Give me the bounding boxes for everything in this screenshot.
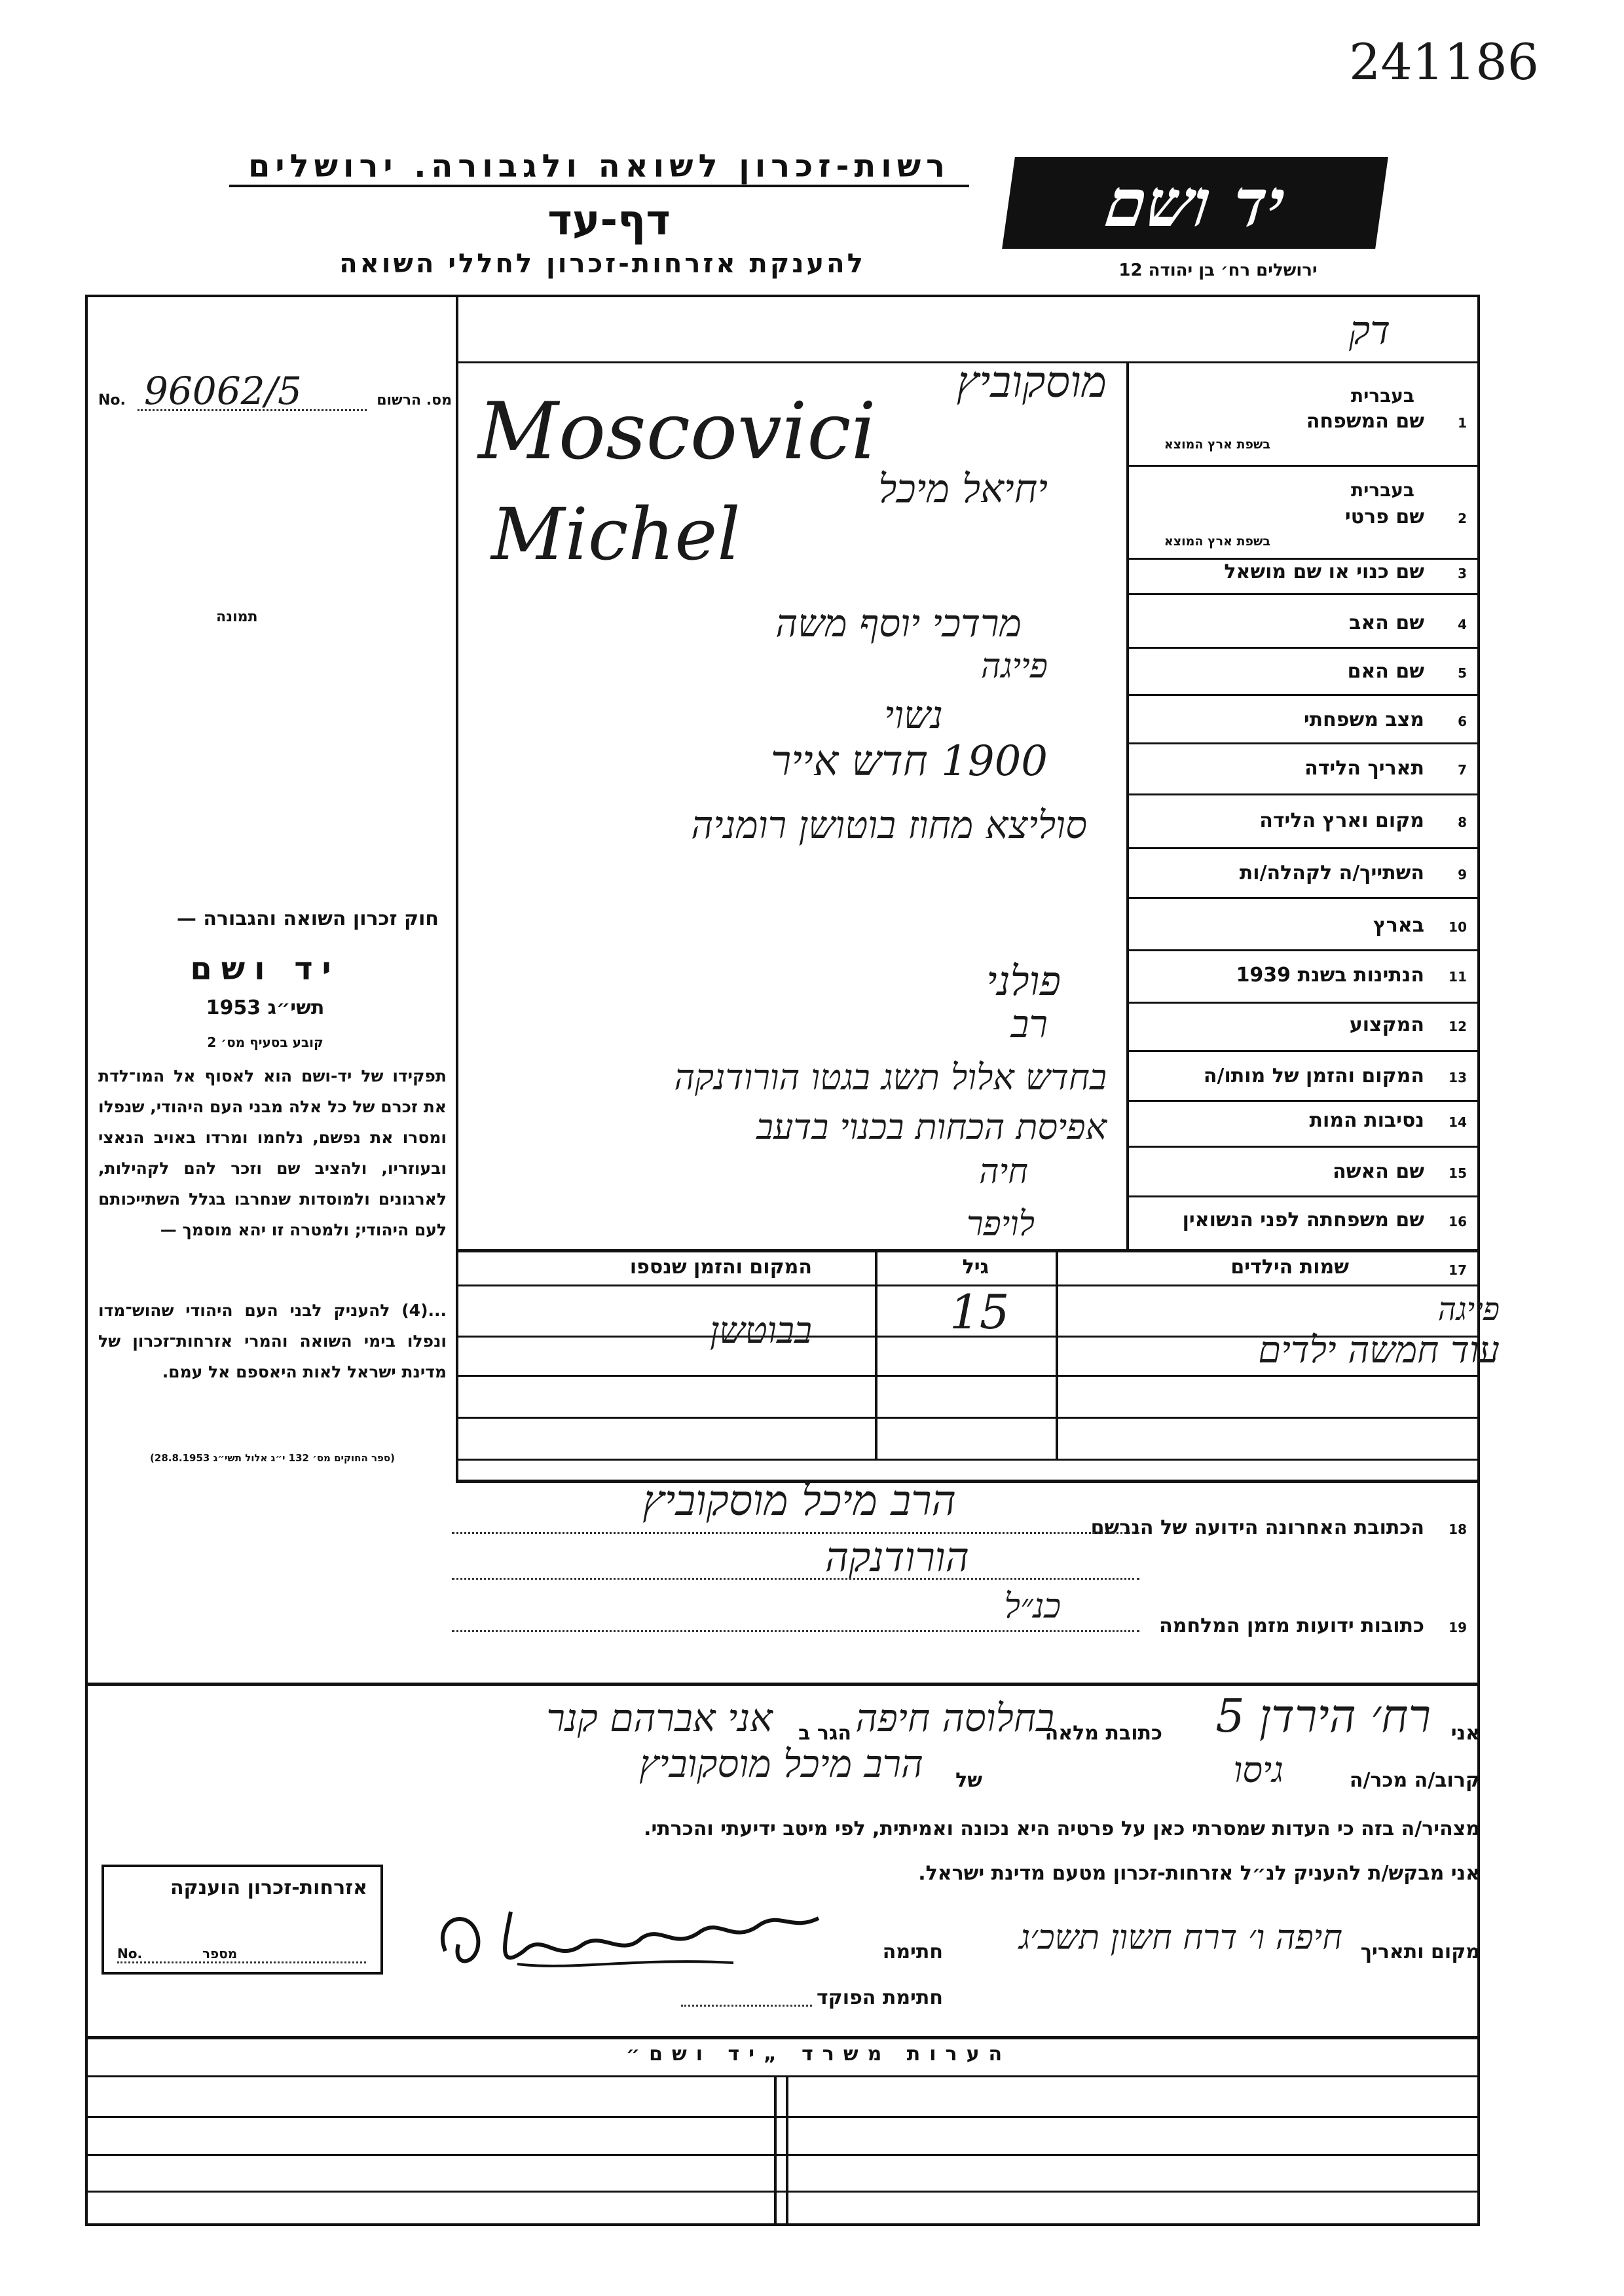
law-body-2: ...(4) להעניק לבני העם היהודי שהוש־מדו ונפלו בימי השואה והמרי אזרחות־זכרון של מדינת ישראל לאות היאספם אל עמם. bbox=[98, 1301, 447, 1381]
authority-heading: רשות-זכרון לשואה ולגבורה. ירושלים bbox=[229, 148, 969, 187]
field-12-number: 12 bbox=[1449, 1019, 1467, 1034]
header-address: ירושלים רח׳ בן יהודה 12 bbox=[1118, 261, 1318, 280]
archive-number: 241186 bbox=[1349, 33, 1540, 91]
registration-label-en: No. bbox=[98, 392, 126, 409]
row-line-12 bbox=[1126, 1050, 1480, 1052]
field-11-value: פולני bbox=[986, 957, 1061, 1005]
stamp-title: אזרחות-זכרון הוענקה bbox=[170, 1876, 367, 1899]
declarant-city: בחלוסה חיפה bbox=[855, 1696, 1054, 1740]
office-notes-line-4 bbox=[85, 2191, 1480, 2193]
field-2-value-hebrew: יחיאל מיכל bbox=[878, 466, 1048, 512]
field-16-value: לויפר bbox=[966, 1205, 1035, 1244]
children-col-place: המקום והזמן שנספו bbox=[629, 1256, 812, 1279]
office-notes-line-1 bbox=[85, 2075, 1480, 2077]
declaration-text: מצהיר/ה בזה כי העדות שמסרתי כאן על פרטיה היא נכונה ואמיתית, לפי מיטב ידיעתי והכרתי. bbox=[644, 1817, 1480, 1840]
office-notes-title: הערות משרד „יד ושם״ bbox=[625, 2043, 1012, 2066]
field-8-number: 8 bbox=[1458, 814, 1467, 830]
place-date-value: חיפה ו׳ דרח חשון תשכ׳ג bbox=[1019, 1918, 1342, 1958]
address-top-line bbox=[456, 1480, 1480, 1483]
field-11-label: הנתינות בשנת 1939 bbox=[1236, 964, 1424, 987]
row-line-4 bbox=[1126, 647, 1480, 649]
field-10-number: 10 bbox=[1449, 919, 1467, 935]
field-6-number: 6 bbox=[1458, 714, 1467, 729]
field-3-label: שם כנוי או שם מושאל bbox=[1224, 560, 1424, 583]
field-4-label: שם האב bbox=[1349, 611, 1424, 634]
field-10-label: בארץ bbox=[1373, 914, 1424, 937]
form-title: דף-עד bbox=[547, 196, 671, 245]
official-signature-label: חתימת הפוקד bbox=[817, 1986, 943, 2009]
stamp-number-en: No. bbox=[117, 1946, 143, 1961]
field-18-number: 18 bbox=[1449, 1522, 1467, 1537]
field-8-value: סוליצא מחוז בוטושן רומניה bbox=[691, 803, 1087, 847]
field-18-value-2: הורודנקה bbox=[824, 1533, 969, 1581]
official-signature-line bbox=[681, 2005, 812, 2007]
field-15-value: חיה bbox=[979, 1152, 1028, 1192]
field-1-label: שם המשפחה bbox=[1306, 410, 1424, 433]
citizenship-stamp-box bbox=[101, 1865, 383, 1975]
children-row-line-4 bbox=[456, 1459, 1480, 1461]
office-notes-top-line bbox=[85, 2036, 1480, 2039]
field-7-number: 7 bbox=[1458, 762, 1467, 778]
office-notes-line-3 bbox=[85, 2154, 1480, 2156]
row-line-9 bbox=[1126, 897, 1480, 899]
stamp-number-line bbox=[117, 1961, 366, 1963]
field-15-number: 15 bbox=[1449, 1165, 1467, 1181]
yad-vashem-logo: יד ושם bbox=[1002, 157, 1388, 249]
children-number: 17 bbox=[1449, 1262, 1467, 1278]
row-line-11 bbox=[1126, 1002, 1480, 1004]
field-1-value-latin: Moscovici bbox=[478, 386, 876, 477]
field-4-value: מרדכי יוסף משה bbox=[775, 601, 1022, 646]
field-12-label: המקצוע bbox=[1349, 1013, 1424, 1036]
registration-dotted-line bbox=[138, 409, 367, 411]
children-top-line bbox=[456, 1249, 1480, 1252]
law-name: יד ושם bbox=[190, 951, 341, 987]
office-notes-divider-2 bbox=[786, 2075, 788, 2226]
form-subtitle: להענקת אזרחות-זכרון לחללי השואה bbox=[339, 249, 866, 279]
law-body-1: תפקידו של יד-ושם הוא לאסוף אל המו־לדת את זכרם של כל אלה מבני העם היהודי, שנפלו ומסרו את נפשם, נלחמו ומרדו באויב הנאצי ובעוזריו, ולהציב שם וזכר להם לקהילות, לארגונים ולמוסדות שנחרבו בגלל השתייכותם לעם היהודי; ולמטרה זו יהא מוסמך — bbox=[98, 1066, 447, 1239]
field-4-number: 4 bbox=[1458, 617, 1467, 632]
law-year: תשי״ג 1953 bbox=[206, 996, 325, 1019]
field-9-number: 9 bbox=[1458, 867, 1467, 883]
row-line-2 bbox=[1126, 558, 1480, 560]
hebrew-initials: דק bbox=[1349, 308, 1391, 354]
children-age-divider-right bbox=[1056, 1249, 1058, 1459]
declarant-name: אני אברהם קנר bbox=[546, 1696, 773, 1740]
field-19-number: 19 bbox=[1449, 1620, 1467, 1635]
children-col-names: שמות הילדים bbox=[1230, 1256, 1349, 1279]
declarant-relative-label: קרוב/ה מכר/ה bbox=[1349, 1769, 1480, 1792]
stamp-number-label: מספר bbox=[202, 1946, 238, 1961]
handwritten-signature bbox=[426, 1892, 832, 1997]
field-14-number: 14 bbox=[1449, 1114, 1467, 1130]
field-16-label: שם משפחתה לפני הנשואין bbox=[1182, 1209, 1424, 1231]
registration-number bbox=[98, 369, 452, 416]
children-row-line-2 bbox=[456, 1375, 1480, 1377]
row-line-5 bbox=[1126, 694, 1480, 696]
request-text: אני מבקש/ת להעניק לנ״ל אזרחות-זכרון מטעם מדינת ישראל. bbox=[918, 1862, 1480, 1885]
address-dotted-2 bbox=[452, 1578, 1139, 1580]
field-3-number: 3 bbox=[1458, 566, 1467, 581]
declarant-of-whom: הרב מיכל מוסקוביץ bbox=[639, 1741, 923, 1786]
field-2-sub-hebrew: בעברית bbox=[1350, 479, 1414, 501]
field-19-label: כתובות ידועות מזמן המלחמה bbox=[1159, 1614, 1424, 1637]
field-5-value: פייגה bbox=[980, 647, 1048, 686]
law-title: חוק זכרון השואה והגבורה — bbox=[176, 907, 439, 930]
row-line-15 bbox=[1126, 1195, 1480, 1197]
photo-label: תמונה bbox=[216, 609, 258, 625]
office-notes-line-2 bbox=[85, 2116, 1480, 2118]
registration-label-he: מס. הרשום bbox=[377, 392, 452, 409]
field-13-value: בחדש אלול תשג בגטו הורודנקה bbox=[674, 1057, 1107, 1098]
declarant-street: רח׳ הירדן 5 bbox=[1215, 1689, 1431, 1743]
children-age-divider-left bbox=[875, 1249, 877, 1459]
field-1-sub-hebrew: בעברית bbox=[1350, 385, 1414, 407]
field-18-label: הכתובת האחרונה הידועה של הנרשם bbox=[1090, 1516, 1424, 1539]
signature-label: חתימה bbox=[882, 1941, 943, 1963]
child-name: פייגה bbox=[1437, 1291, 1500, 1328]
row-line-13 bbox=[1126, 1100, 1480, 1102]
field-1-number: 1 bbox=[1458, 415, 1467, 431]
child-age: 15 bbox=[950, 1285, 1010, 1339]
field-9-label: השתייך/ה לקהלה/ות bbox=[1239, 862, 1424, 884]
office-notes-divider-1 bbox=[774, 2075, 777, 2226]
field-6-value: נשוי bbox=[884, 693, 943, 737]
address-dotted-3 bbox=[452, 1630, 1139, 1632]
declarant-relation: גיסו bbox=[1233, 1749, 1283, 1791]
declarant-top-line bbox=[85, 1683, 1480, 1686]
address-dotted-1 bbox=[452, 1532, 1139, 1534]
declarant-of-label: של bbox=[955, 1769, 982, 1792]
child-place: בבוטשן bbox=[709, 1309, 812, 1352]
field-14-value: אפיסת הכחות בכנוי בדעב bbox=[756, 1106, 1107, 1148]
field-11-number: 11 bbox=[1449, 969, 1467, 985]
field-5-number: 5 bbox=[1458, 665, 1467, 681]
row-line-10 bbox=[1126, 949, 1480, 951]
field-13-number: 13 bbox=[1449, 1070, 1467, 1085]
field-6-label: מצב משפחתי bbox=[1303, 708, 1424, 731]
field-18-value-1: הרב מיכל מוסקוביץ bbox=[642, 1477, 956, 1525]
law-ref: קובע בסעיף מס׳ 2 bbox=[207, 1034, 323, 1050]
row-line-3 bbox=[1126, 593, 1480, 595]
field-1-sub-origin: בשפת ארץ המוצא bbox=[1164, 437, 1270, 452]
field-5-label: שם האם bbox=[1347, 660, 1424, 683]
field-1-value-hebrew: מוסקוביץ bbox=[956, 357, 1107, 407]
row-line-1 bbox=[1126, 465, 1480, 467]
field-2-value-latin: Michel bbox=[491, 492, 741, 576]
declarant-full-address-label: כתובת מלאה bbox=[1044, 1722, 1162, 1745]
field-2-number: 2 bbox=[1458, 511, 1467, 526]
field-7-value: 1900 חדש אייר bbox=[770, 737, 1048, 786]
children-row-line-3 bbox=[456, 1417, 1480, 1419]
field-14-label: נסיבות המות bbox=[1309, 1109, 1424, 1132]
declarant-i-am: אני bbox=[1450, 1722, 1480, 1745]
law-footnote: (ספר החוקים מס׳ 132 י״ג אלול תשי״ג 28.8.1953) bbox=[150, 1452, 395, 1464]
field-2-label: שם פרטי bbox=[1344, 505, 1424, 528]
row-line-8 bbox=[1126, 847, 1480, 849]
row-line-14 bbox=[1126, 1146, 1480, 1148]
row-line-6 bbox=[1126, 742, 1480, 744]
field-2-sub-origin: בשפת ארץ המוצא bbox=[1164, 534, 1270, 549]
field-19-value: כנ״ל bbox=[1004, 1587, 1061, 1626]
field-15-label: שם האשה bbox=[1333, 1160, 1424, 1183]
child-name: עוד חמשה ילדים bbox=[1258, 1329, 1500, 1372]
children-col-age: גיל bbox=[962, 1256, 989, 1279]
photo-column-divider bbox=[456, 295, 458, 1480]
field-13-label: המקום והזמן של מותו/ה bbox=[1203, 1065, 1424, 1087]
field-7-label: תאריך הלידה bbox=[1304, 757, 1424, 780]
registration-value: 96062/5 bbox=[144, 369, 302, 413]
place-date-label: מקום ותאריך bbox=[1360, 1941, 1480, 1963]
field-12-value: רב bbox=[1010, 1002, 1048, 1046]
label-column-divider bbox=[1126, 361, 1129, 1249]
declarant-resides-label: הגר ב bbox=[798, 1722, 851, 1745]
field-16-number: 16 bbox=[1449, 1214, 1467, 1230]
row-line-7 bbox=[1126, 793, 1480, 795]
field-8-label: מקום וארץ הלידה bbox=[1259, 809, 1424, 832]
